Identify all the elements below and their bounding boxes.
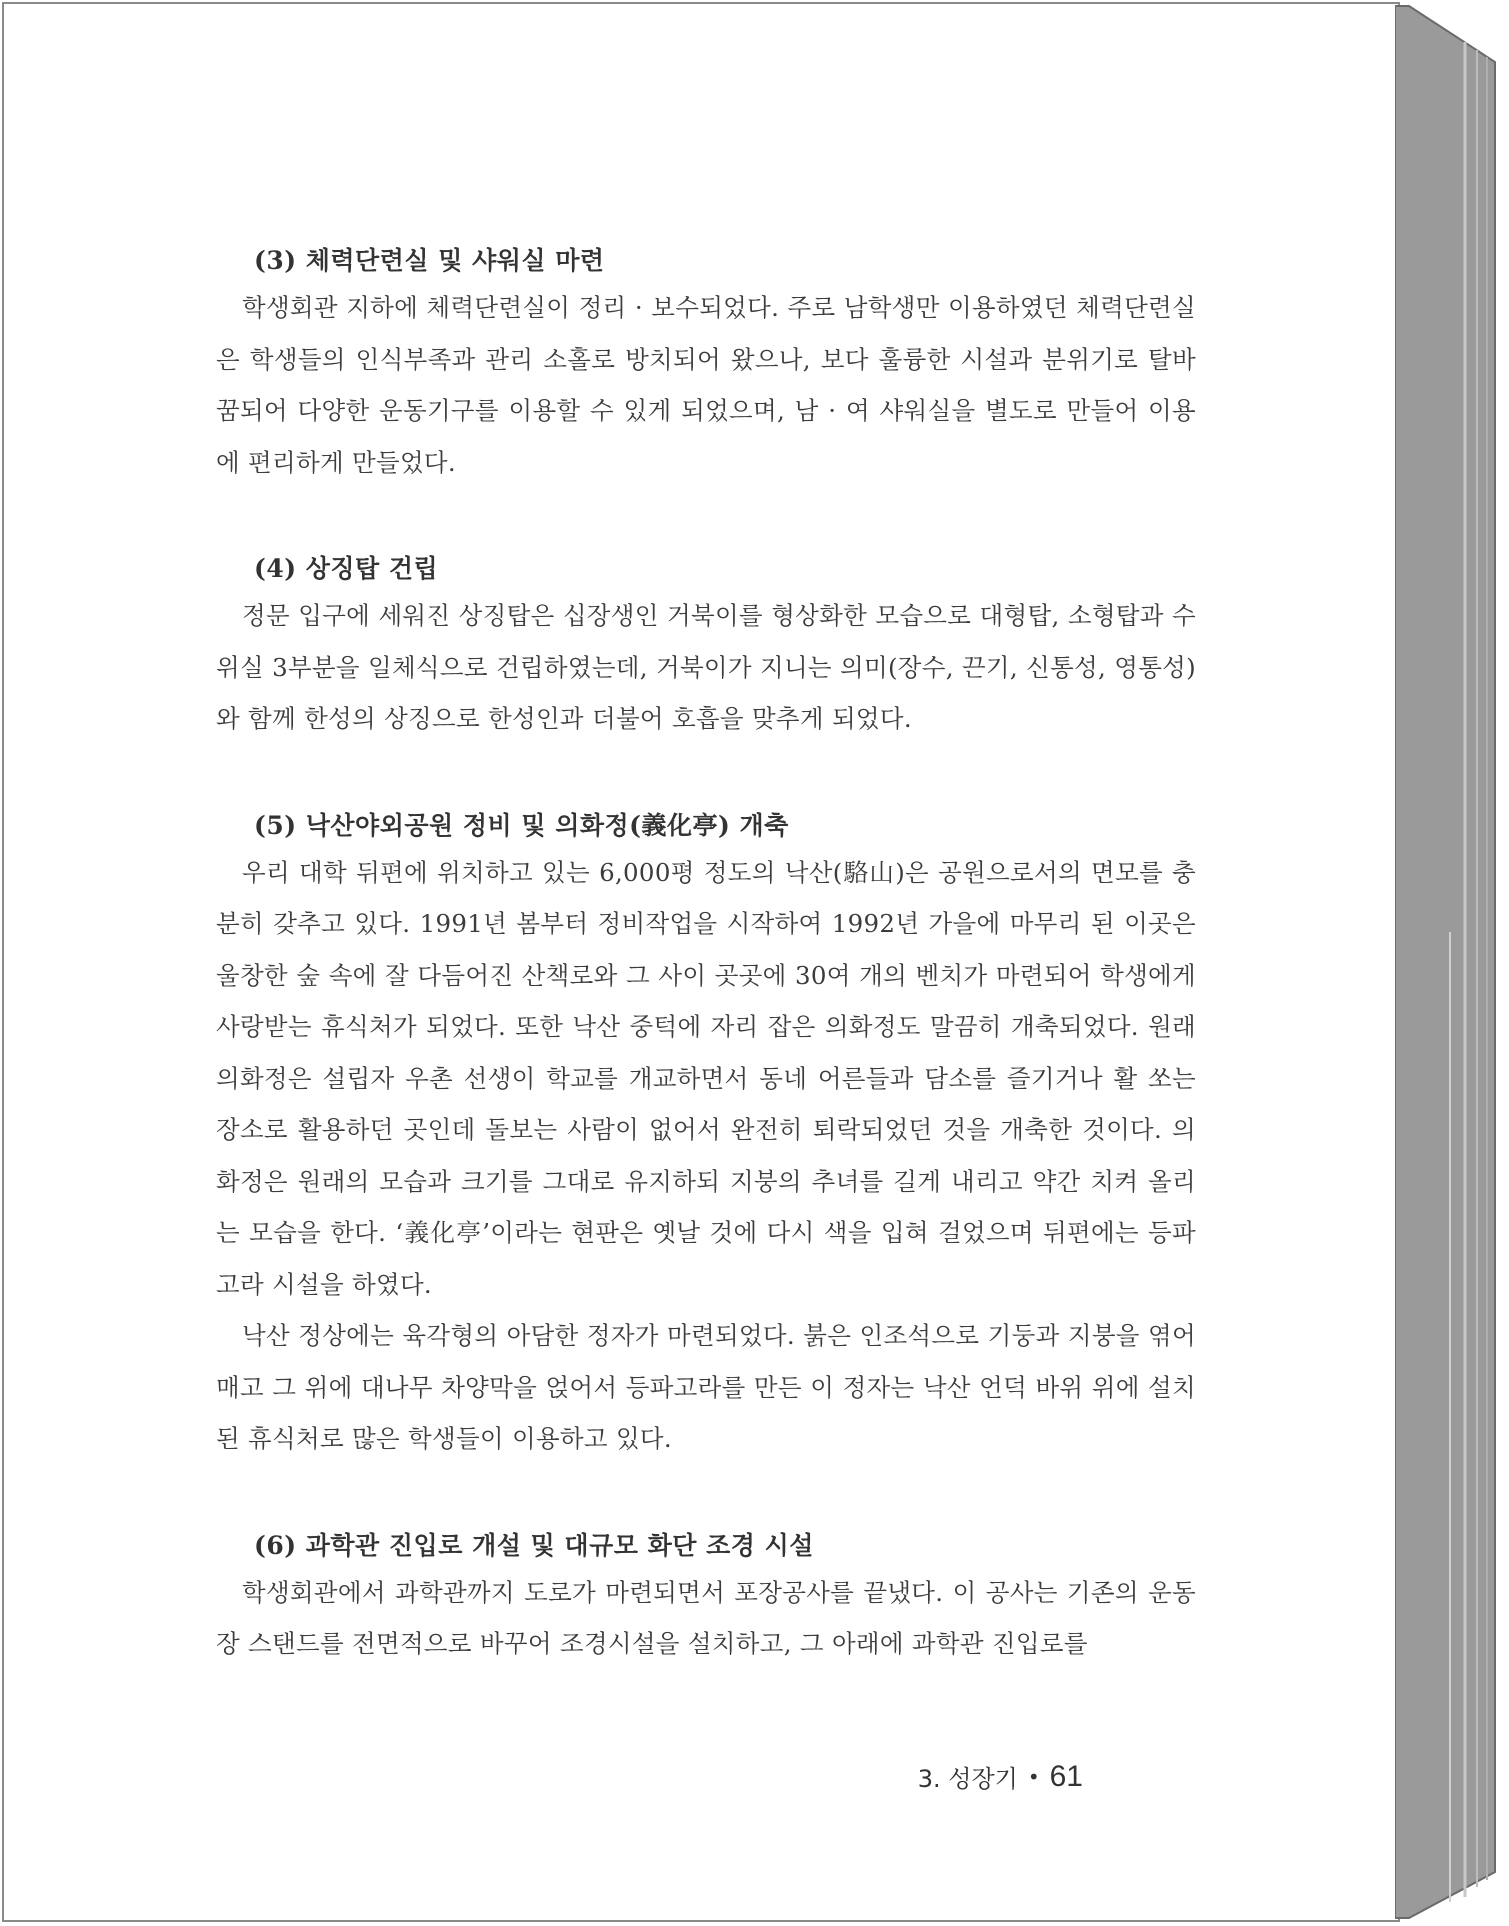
section-heading: (5) 낙산야외공원 정비 및 의화정(義化亭) 개축	[254, 810, 789, 840]
section-heading: (6) 과학관 진입로 개설 및 대규모 화단 조경 시설	[254, 1530, 814, 1560]
bullet-icon: •	[1027, 1764, 1040, 1789]
paragraph: 정문 입구에 세워진 상징탑은 십장생인 거북이를 형상화한 모습으로 대형탑, 소형탑과 수위실 3부분을 일체식으로 건립하였는데, 거북이가 지니는 의미(장수, 끈기, 신통성, 영통성)와 함께 한성의 상징으로 한성인과 더불어 호흡을 맞추게 되었다.	[216, 601, 1196, 733]
page-content	[216, 240, 1196, 1670]
paragraph: 우리 대학 뒤편에 위치하고 있는 6,000평 정도의 낙산(駱山)은 공원으로서의 면모를 충분히 갖추고 있다. 1991년 봄부터 정비작업을 시작하여 1992년 가을에 마무리 된 이곳은 울창한 숲 속에 잘 다듬어진 산책로와 그 사이 곳곳에 30여 개의 벤치가 마련되어 학생에게 사랑받는 휴식처가 되었다. 또한 낙산 중턱에 자리 잡은 의화정도 말끔히 개축되었다. 원래 의화정은 설립자 우촌 선생이 학교를 개교하면서 동네 어른들과 담소를 즐기거나 활 쏘는 장소로 활용하던 곳인데 돌보는 사람이 없어서 완전히 퇴락되었던 것을 개축한 것이다. 의화정은 원래의 모습과 크기를 그대로 유지하되 지붕의 추녀를 길게 내리고 약간 치켜 올리는 모습을 한다. ‘義化亭’이라는 현판은 옛날 것에 다시 색을 입혀 걸었으며 뒤편에는 등파고라 시설을 하였다.	[216, 857, 1196, 1299]
section-heading: (3) 체력단련실 및 샤워실 마련	[254, 246, 605, 275]
chapter-label: 3. 성장기	[917, 1765, 1018, 1793]
section-5	[216, 805, 1196, 1465]
paragraph: 학생회관 지하에 체력단련실이 정리 · 보수되었다. 주로 남학생만 이용하였던 체력단련실은 학생들의 인식부족과 관리 소홀로 방치되어 왔으나, 보다 훌륭한 시설과 분위기로 탈바꿈되어 다양한 운동기구를 이용할 수 있게 되었으며, 남 · 여 샤워실을 별도로 만들어 이용에 편리하게 만들었다.	[216, 293, 1196, 477]
section-3	[216, 240, 1196, 488]
paragraph: 학생회관에서 과학관까지 도로가 마련되면서 포장공사를 끝냈다. 이 공사는 기존의 운동장 스탠드를 전면적으로 바꾸어 조경시설을 설치하고, 그 아래에 과학관 진입로를	[216, 1577, 1196, 1658]
section-heading: (4) 상징탑 건립	[254, 554, 439, 583]
page-number: 61	[1049, 1759, 1083, 1793]
book-page	[2, 2, 1400, 1922]
page-footer	[918, 1759, 1083, 1794]
paragraph: 낙산 정상에는 육각형의 아담한 정자가 마련되었다. 붉은 인조석으로 기둥과 지붕을 엮어매고 그 위에 대나무 차양막을 얹어서 등파고라를 만든 이 정자는 낙산 언덕 바위 위에 설치된 휴식처로 많은 학생들이 이용하고 있다.	[216, 1321, 1196, 1453]
section-6	[216, 1525, 1196, 1670]
book-stack-edge	[1395, 2, 1505, 1922]
section-4	[216, 548, 1196, 745]
